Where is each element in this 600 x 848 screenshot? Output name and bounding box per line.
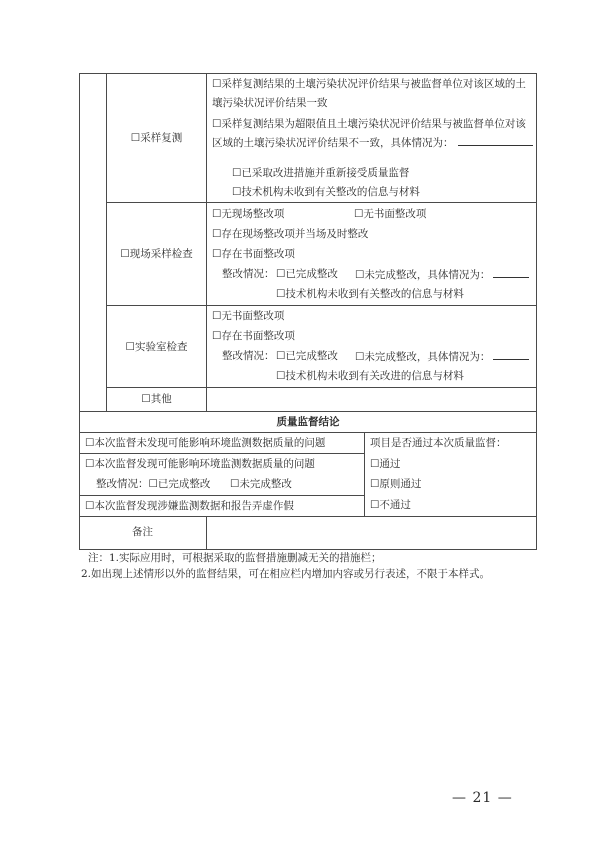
conclusion-rectify-pending[interactable]: ☐未完成整改 xyxy=(230,478,292,490)
row-divider xyxy=(79,453,364,454)
retest-inconsistent-text: 区域的土壤污染状况评价结果不一致，具体情况为： xyxy=(212,137,454,149)
retest-consistent-option-cont: 壤污染状况评价结果一致 xyxy=(212,97,328,109)
lab-no-info[interactable]: ☐技术机构未收到有关改进的信息与材料 xyxy=(276,370,464,382)
conclusion-divider xyxy=(364,432,365,516)
table-border-left xyxy=(79,73,80,550)
onsite-written-item[interactable]: ☐存在书面整改项 xyxy=(212,248,295,260)
table-border-bottom xyxy=(79,549,537,550)
onsite-no-written-item[interactable]: ☐无书面整改项 xyxy=(354,208,427,220)
row-divider xyxy=(79,495,364,496)
lab-rectify-label: 整改情况： xyxy=(222,350,275,362)
conclusion-fraud-suspected[interactable]: ☐本次监督发现涉嫌监测数据和报告弄虚作假 xyxy=(85,500,294,512)
lab-written-item[interactable]: ☐存在书面整改项 xyxy=(212,330,295,342)
note-2: 2.如出现上述情形以外的监督结果，可在相应栏内增加内容或另行表述，不限于本样式。 xyxy=(81,568,491,580)
retest-consistent-option[interactable]: ☐采样复测结果的土壤污染状况评价结果与被监督单位对该区域的土 xyxy=(212,78,526,90)
retest-no-info-option[interactable]: ☐技术机构未收到有关整改的信息与材料 xyxy=(232,186,420,198)
row-divider xyxy=(106,387,536,388)
conclusion-heading: 质量监督结论 xyxy=(276,416,340,428)
remarks-label: 备注 xyxy=(132,526,153,538)
pass-option[interactable]: ☐通过 xyxy=(370,458,401,470)
note-1: 注：1.实际应用时，可根据采取的监督措施删减无关的措施栏； xyxy=(88,552,382,564)
fail-option[interactable]: ☐不通过 xyxy=(370,499,411,511)
onsite-field-fixed[interactable]: ☐存在现场整改项并当场及时整改 xyxy=(212,228,369,240)
retest-inconsistent-option-cont xyxy=(212,135,533,150)
lab-rectify-pending-text: ☐未完成整改，具体情况为： xyxy=(355,351,491,363)
retest-inconsistent-option[interactable]: ☐采样复测结果为超限值且土壤污染状况评价结果与被监督单位对该 xyxy=(212,118,526,130)
onsite-no-field-item[interactable]: ☐无现场整改项 xyxy=(212,208,285,220)
onsite-detail-blank[interactable] xyxy=(493,267,529,278)
measure-onsite-sampling[interactable]: ☐现场采样检查 xyxy=(120,248,193,260)
measure-sampling-retest[interactable]: ☐采样复测 xyxy=(130,132,183,144)
col-divider-2 xyxy=(206,73,207,411)
onsite-rectify-done[interactable]: ☐已完成整改 xyxy=(276,268,338,280)
conditional-pass-option[interactable]: ☐原则通过 xyxy=(370,478,422,490)
retest-detail-blank[interactable] xyxy=(458,135,533,146)
row-divider xyxy=(106,202,536,203)
lab-rectify-done[interactable]: ☐已完成整改 xyxy=(276,350,338,362)
onsite-rectify-pending-text: ☐未完成整改，具体情况为： xyxy=(355,269,491,281)
onsite-no-info[interactable]: ☐技术机构未收到有关整改的信息与材料 xyxy=(276,288,464,300)
onsite-rectify-label: 整改情况： xyxy=(222,268,275,280)
page-number: — 21 — xyxy=(452,790,513,806)
onsite-rectify-pending[interactable] xyxy=(355,267,529,282)
retest-improved-option[interactable]: ☐已采取改进措施并重新接受质量监督 xyxy=(232,167,410,179)
conclusion-rectify-done[interactable]: 整改情况：☐已完成整改 xyxy=(96,478,211,490)
lab-no-written-item[interactable]: ☐无书面整改项 xyxy=(212,310,285,322)
row-divider xyxy=(106,305,536,306)
conclusion-issue-found[interactable]: ☐本次监督发现可能影响环境监测数据质量的问题 xyxy=(85,458,315,470)
pass-question-label: 项目是否通过本次质量监督： xyxy=(370,437,507,449)
lab-detail-blank[interactable] xyxy=(493,349,529,360)
remarks-field[interactable] xyxy=(207,517,536,549)
conclusion-no-issue[interactable]: ☐本次监督未发现可能影响环境监测数据质量的问题 xyxy=(85,437,326,449)
row-divider xyxy=(79,432,537,433)
measure-lab-inspection[interactable]: ☐实验室检查 xyxy=(125,341,188,353)
lab-rectify-pending[interactable] xyxy=(355,349,529,364)
col-divider-1 xyxy=(106,73,107,411)
table-border-top xyxy=(79,73,537,74)
row-divider xyxy=(79,411,537,412)
measure-other[interactable]: ☐其他 xyxy=(141,393,172,405)
table-border-right xyxy=(536,73,537,550)
